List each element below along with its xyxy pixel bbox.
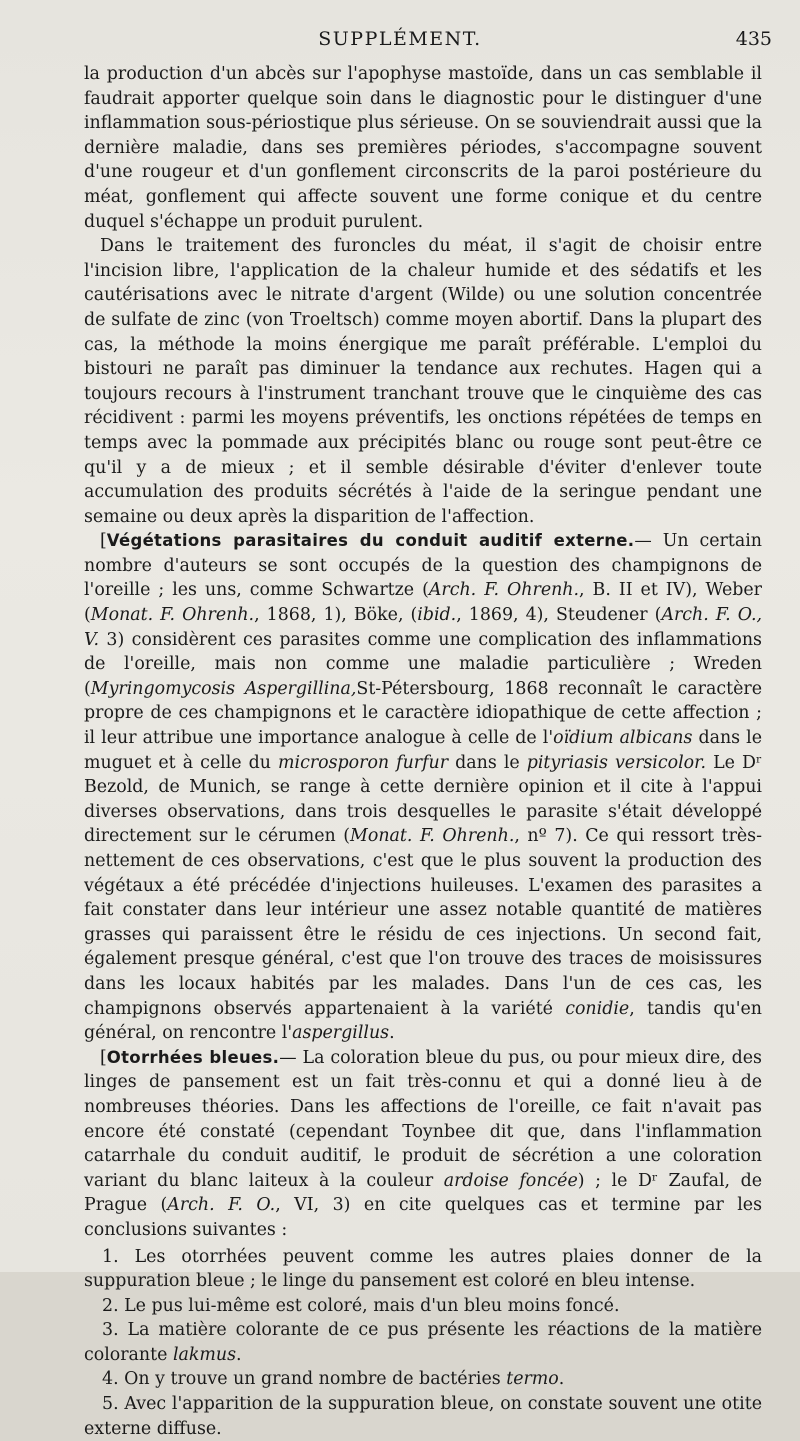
list-item: 5. Avec l'apparition de la suppuration bleue, on constate souvent une otite externe diffuse. — [84, 1392, 762, 1441]
citation: Arch. F. O. — [167, 1195, 275, 1215]
text-run: — Un certain nombre d'auteurs se sont occupés de la question des champignons de l'oreille ; les uns, comme Schwartze ( — [84, 531, 762, 600]
text-run: — La coloration bleue du pus, ou pour mieux dire, des linges de pansement est un fait très-connu et qui a donné lieu à de nombreuses théories. Dans les affections de l'oreille, ce fait n'avait pas encore été constaté (cependant Toynbee dit que, dans l'inflammation catarrhale du conduit auditif, le produit de sécrétion a une coloration variant du blanc laiteux à la couleur — [84, 1048, 762, 1191]
text-run: dans le muguet et à celle du — [84, 728, 762, 773]
latin-term: pityriasis versicolor. — [527, 753, 706, 773]
text-run: dans le — [448, 753, 527, 773]
text-run: , 1868, 1), Böke, ( — [254, 605, 417, 625]
text-run: , tandis qu'en général, on rencontre l' — [84, 999, 762, 1044]
citation: ibid. — [417, 605, 456, 625]
text-run: . — [559, 1369, 565, 1389]
text-run: , B. II et IV), Weber ( — [84, 580, 762, 625]
list-item: 1. Les otorrhées peuvent comme les autres plaies donner de la suppuration bleue ; le linge du pansement est coloré en bleu intense. — [84, 1245, 762, 1294]
running-head: SUPPLÉMENT. — [0, 28, 800, 50]
emphasis: ardoise foncée — [444, 1171, 578, 1191]
latin-term: lakmus — [173, 1345, 236, 1365]
paragraph-abces: la production d'un abcès sur l'apophyse mastoïde, dans un cas semblable il faudrait apporter quelque soin dans le diagnostic pour le distinguer d'une inflammation sous-périostique plus sérieuse. On se souviendrait aussi que la dernière maladie, dans ses premières périodes, s'accompagne souvent d'une rougeur et d'un gonflement circonscrits de la paroi postérieure du méat, gonflement qui affecte souvent une forme conique et du centre duquel s'échappe un produit purulent. — [84, 62, 762, 234]
citation: Myringomycosis Aspergillina, — [91, 679, 357, 699]
latin-term: conidie — [565, 999, 629, 1019]
list-item — [84, 1318, 762, 1367]
page-number: 435 — [736, 28, 772, 50]
text-run: 3) considèrent ces parasites comme une complication des inflammations de l'oreille, mais non comme une maladie particulière ; Wreden ( — [84, 630, 762, 699]
text-run: , 1869, 4), Steudener ( — [456, 605, 661, 625]
page-body — [84, 62, 762, 1441]
latin-term: microsporon furfur — [278, 753, 448, 773]
paragraph-traitement: Dans le traitement des furoncles du méat, il s'agit de choisir entre l'incision libre, l'application de la chaleur humide et des sédatifs et les cautérisations avec le nitrate d'argent (Wilde) ou une solution concentrée de sulfate de zinc (von Troeltsch) comme moyen abortif. Dans la plupart des cas, la méthode la moins énergique me paraît préférable. L'emploi du bistouri ne paraît pas diminuer la tendance aux rechutes. Hagen qui a toujours recours à l'instrument tranchant trouve que le cinquième des cas récidivent : parmi les moyens préventifs, les onctions répétées de temps en temps avec la pommade aux précipités blanc ou rouge sont peut-être ce qu'il y a de mieux ; et il semble désirable d'éviter d'enlever toute accumulation des produits sécrétés à l'aide de la seringue pendant une semaine ou deux après la disparition de l'affection. — [84, 234, 762, 529]
text-run: Le Dʳ Bezold, de Munich, se range à cette dernière opinion et il cite à l'appui diverses observations, dans trois desquelles le parasite s'était développé directement sur le cérumen ( — [84, 753, 762, 847]
conclusions-list — [84, 1245, 762, 1441]
citation: Arch. F. Ohrenh. — [429, 580, 579, 600]
citation: Monat. F. Ohrenh. — [91, 605, 254, 625]
section-otorrhees — [84, 1046, 762, 1243]
section-bracket: [ — [100, 531, 107, 551]
section-bracket: [ — [100, 1048, 107, 1068]
text-run: , nº 7). Ce qui ressort très-nettement de ces observations, c'est que le plus souvent la production des végétaux a été précédée d'injections huileuses. L'examen des parasites a fait constater dans leur intérieur une assez notable quantité de matières grasses qui paraissent être le résidu de ces injections. Un second fait, également presque général, c'est que l'on trouve des traces de moisissures dans les locaux habités par les malades. Dans l'un de ces cas, les champignons observés appartenaient à la variété — [84, 826, 762, 1018]
text-run: . — [389, 1023, 395, 1043]
list-item — [84, 1367, 762, 1392]
page-header — [0, 28, 800, 58]
text-run: , VI, 3) en cite quelques cas et termine par les conclusions suivantes : — [84, 1195, 762, 1240]
text-run: . — [236, 1345, 242, 1365]
latin-term: termo — [506, 1369, 559, 1389]
section-vegetations — [84, 529, 762, 1045]
citation: Monat. F. Ohrenh. — [350, 826, 514, 846]
section-heading-otorrhees: Otorrhées bleues. — [107, 1048, 279, 1067]
section-heading-vegetations: Végétations parasitaires du conduit auditif externe. — [107, 531, 635, 550]
list-item: 2. Le pus lui-même est coloré, mais d'un bleu moins foncé. — [84, 1294, 762, 1319]
citation: Arch. F. O., V. — [84, 605, 762, 650]
text-run: 3. La matière colorante de ce pus présente les réactions de la matière colorante — [84, 1320, 762, 1365]
text-run: ) ; le Dʳ Zaufal, de Prague ( — [84, 1171, 762, 1216]
text-run: St-Pétersbourg, 1868 reconnaît le caractère propre de ces champignons et le caractère idiopathique de cette affection ; il leur attribue une importance analogue à celle de l' — [84, 679, 762, 748]
latin-term: oïdium albicans — [553, 728, 692, 748]
latin-term: aspergillus — [292, 1023, 389, 1043]
text-run: 4. On y trouve un grand nombre de bactéries — [102, 1369, 506, 1389]
